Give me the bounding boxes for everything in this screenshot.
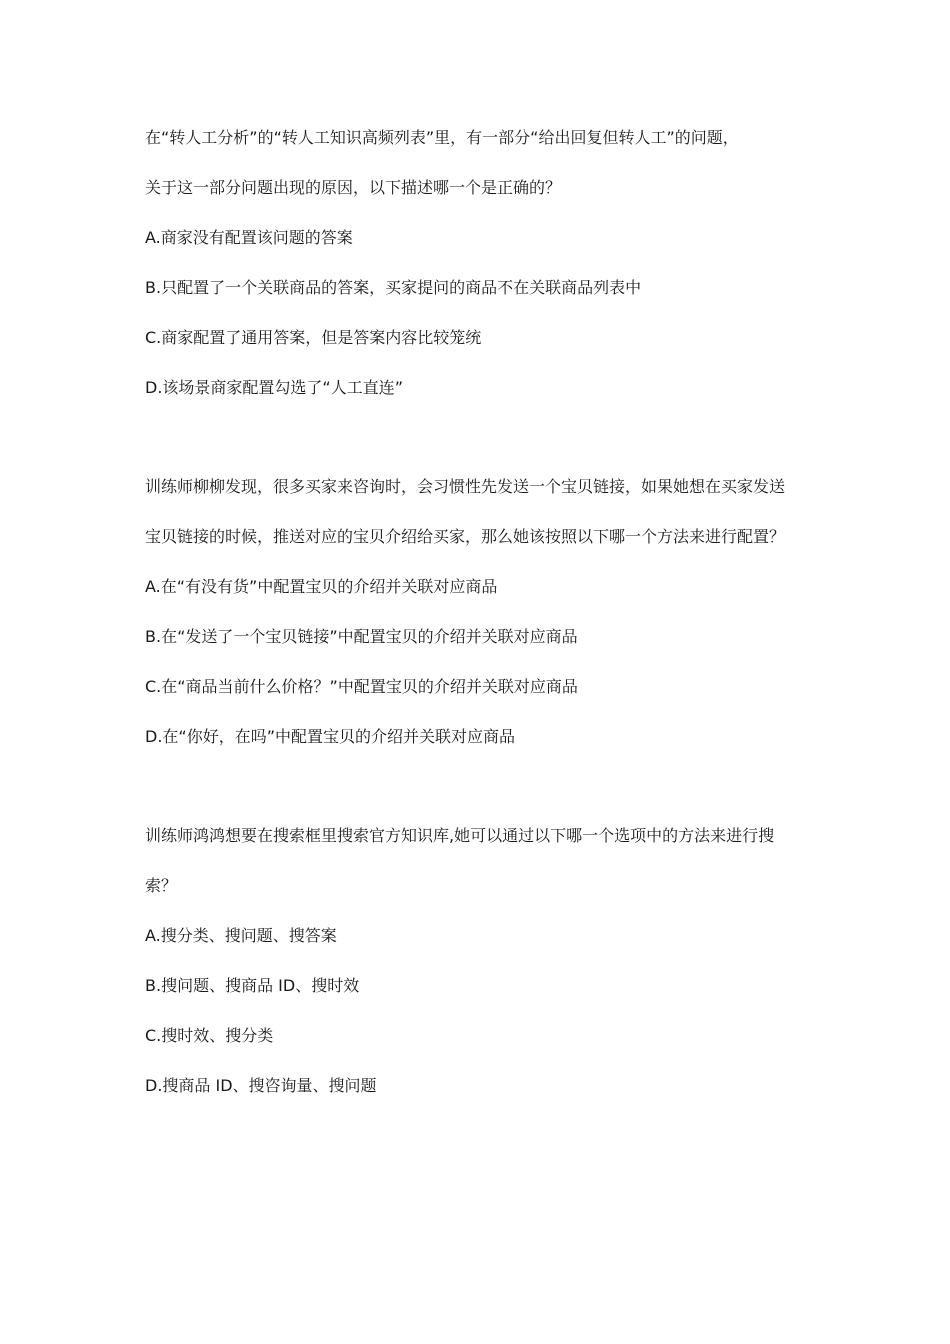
question-1-option-d: D.该场景商家配置勾选了“人工直连” xyxy=(145,378,403,397)
question-3-stem-line-2: 索？ xyxy=(145,876,178,895)
question-3-option-c: C.搜时效、搜分类 xyxy=(145,1026,274,1045)
question-2 xyxy=(145,473,815,773)
question-3-option-b: B.搜问题、搜商品 ID、搜时效 xyxy=(145,976,360,995)
question-3-stem-line-1: 训练师鸿鸿想要在搜索框里搜索官方知识库,她可以通过以下哪一个选项中的方法来进行搜 xyxy=(145,826,775,845)
question-2-stem-line-1: 训练师柳柳发现，很多买家来咨询时，会习惯性先发送一个宝贝链接，如果她想在买家发送 xyxy=(145,477,786,496)
question-3 xyxy=(145,822,815,1122)
question-3-option-d: D.搜商品 ID、搜咨询量、搜问题 xyxy=(145,1076,377,1095)
question-1-option-a: A.商家没有配置该问题的答案 xyxy=(145,228,353,247)
question-3-option-a: A.搜分类、搜问题、搜答案 xyxy=(145,926,337,945)
question-1 xyxy=(145,124,815,424)
question-2-option-c: C.在“商品当前什么价格？”中配置宝贝的介绍并关联对应商品 xyxy=(145,677,578,696)
question-2-option-d: D.在“你好，在吗”中配置宝贝的介绍并关联对应商品 xyxy=(145,727,515,746)
question-1-stem-line-2: 关于这一部分问题出现的原因，以下描述哪一个是正确的？ xyxy=(145,178,562,197)
question-2-stem-line-2: 宝贝链接的时候，推送对应的宝贝介绍给买家，那么她该按照以下哪一个方法来进行配置？ xyxy=(145,527,786,546)
question-1-option-c: C.商家配置了通用答案，但是答案内容比较笼统 xyxy=(145,328,482,347)
question-1-stem-line-1: 在“转人工分析”的“转人工知识高频列表”里，有一部分“给出回复但转人工”的问题， xyxy=(145,128,739,147)
question-1-option-b: B.只配置了一个关联商品的答案，买家提问的商品不在关联商品列表中 xyxy=(145,278,642,297)
question-2-option-b: B.在“发送了一个宝贝链接”中配置宝贝的介绍并关联对应商品 xyxy=(145,627,578,646)
question-2-option-a: A.在“有没有货”中配置宝贝的介绍并关联对应商品 xyxy=(145,577,498,596)
